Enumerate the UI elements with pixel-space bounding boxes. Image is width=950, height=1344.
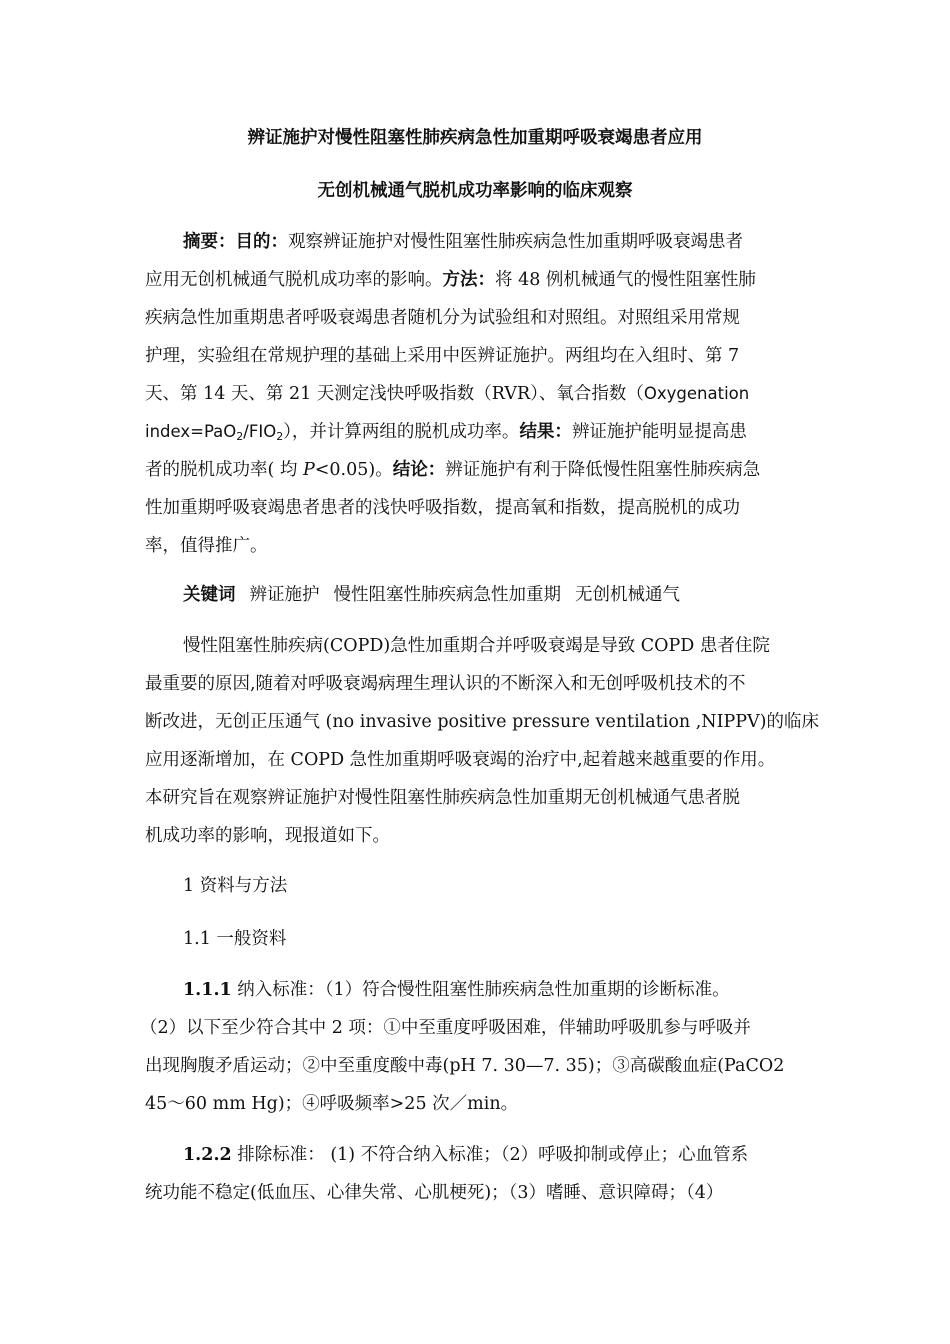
abstract-text: 应用无创机械通气脱机成功率的影响。 xyxy=(145,270,443,290)
abstract-text: 将 48 例机械通气的慢性阻塞性肺 xyxy=(495,270,756,290)
intro-line-2: 最重要的原因,随着对呼吸衰竭病理生理认识的不断深入和无创呼吸机技术的不 xyxy=(145,674,746,694)
keywords-label: 关键词 xyxy=(183,585,236,605)
abstract-text: 观察辨证施护对慢性阻塞性肺疾病急性加重期呼吸衰竭患者 xyxy=(288,232,743,252)
intro-line-1: 慢性阻塞性肺疾病(COPD)急性加重期合并呼吸衰竭是导致 COPD 患者住院 xyxy=(183,636,770,656)
section-heading-1: 1 资料与方法 xyxy=(183,876,288,896)
keywords xyxy=(183,583,680,607)
intro-line-4: 应用逐渐增加，在 COPD 急性加重期呼吸衰竭的治疗中,起着越来越重要的作用。 xyxy=(145,750,776,770)
inclusion-number: 1.1.1 xyxy=(183,980,232,1000)
inclusion-line-2: （2）以下至少符合其中 2 项：①中至重度呼吸困难，伴辅助呼吸肌参与呼吸并 xyxy=(140,1018,751,1038)
keyword-item: 无创机械通气 xyxy=(575,585,680,605)
abstract-line-9: 率，值得推广。 xyxy=(145,536,268,556)
oxygenation-term: Oxygenation xyxy=(643,384,750,403)
exclusion-line-1 xyxy=(183,1143,748,1167)
abstract-line-7 xyxy=(145,458,760,482)
intro-line-3: 断改进，无创正压通气 (no invasive positive pressure ventilation ,NIPPV)的临床 xyxy=(145,712,819,732)
subscript: 2 xyxy=(276,430,284,443)
conclusion-label: 结论： xyxy=(392,460,446,480)
abstract-line-4: 护理，实验组在常规护理的基础上采用中医辨证施护。两组均在入组时、第 7 xyxy=(145,346,740,366)
method-label: 方法： xyxy=(442,270,495,290)
result-label: 结果： xyxy=(519,422,572,442)
keyword-item: 慢性阻塞性肺疾病急性加重期 xyxy=(333,585,561,605)
exclusion-number: 1.2.2 xyxy=(183,1145,232,1165)
paper-title-line-2: 无创机械通气脱机成功率影响的临床观察 xyxy=(317,181,633,201)
subscript: 2 xyxy=(236,430,244,443)
intro-line-6: 机成功率的影响，现报道如下。 xyxy=(145,826,390,846)
abstract-line-3: 疾病急性加重期患者呼吸衰竭患者随机分为试验组和对照组。对照组采用常规 xyxy=(145,308,740,328)
formula-part: index=PaO xyxy=(145,422,237,441)
inclusion-line-4: 45～60 mm Hg)；④呼吸频率>25 次／min。 xyxy=(145,1094,519,1114)
abstract-text: <0.05)。 xyxy=(314,460,393,480)
abstract-text: 辨证施护有利于降低慢性阻塞性肺疾病急 xyxy=(445,460,761,480)
purpose-label: 目的： xyxy=(235,232,288,252)
keyword-item: 辨证施护 xyxy=(249,585,320,605)
inclusion-line-1 xyxy=(183,978,730,1002)
intro-line-5: 本研究旨在观察辨证施护对慢性阻塞性肺疾病急性加重期无创机械通气患者脱 xyxy=(145,788,740,808)
abstract-line-2 xyxy=(145,268,756,292)
exclusion-text: 排除标准： (1) 不符合纳入标准；（2）呼吸抑制或停止；心血管系 xyxy=(231,1145,749,1165)
oxygenation-formula xyxy=(145,422,283,441)
abstract-text: ），并计算两组的脱机成功率。 xyxy=(283,422,520,442)
inclusion-line-3: 出现胸腹矛盾运动；②中至重度酸中毒(pH 7. 30—7. 35)；③高碳酸血症(PaCO2 xyxy=(145,1056,785,1076)
abstract-line-8: 性加重期呼吸衰竭患者患者的浅快呼吸指数，提高氧和指数，提高脱机的成功 xyxy=(145,498,740,518)
abstract-text: 者的脱机成功率( 均 xyxy=(145,460,303,480)
abstract-text: 天、第 14 天、第 21 天测定浅快呼吸指数（RVR）、氧合指数（ xyxy=(145,384,644,404)
abstract-label: 摘要： xyxy=(183,232,236,252)
abstract-line-1 xyxy=(183,230,743,254)
abstract-text: 辨证施护能明显提高患 xyxy=(571,422,747,442)
formula-part: /FIO xyxy=(243,422,277,441)
p-value-symbol: P xyxy=(302,460,315,480)
inclusion-text: 纳入标准：（1）符合慢性阻塞性肺疾病急性加重期的诊断标准。 xyxy=(231,980,730,1000)
section-heading-1-1: 1.1 一般资料 xyxy=(183,929,287,949)
abstract-line-5 xyxy=(145,382,749,406)
exclusion-line-2: 统功能不稳定(低血压、心律失常、心肌梗死)；（3）嗜睡、意识障碍；（4） xyxy=(145,1183,724,1203)
abstract-line-6 xyxy=(145,420,747,444)
paper-title-line-1: 辨证施护对慢性阻塞性肺疾病急性加重期呼吸衰竭患者应用 xyxy=(247,128,703,148)
